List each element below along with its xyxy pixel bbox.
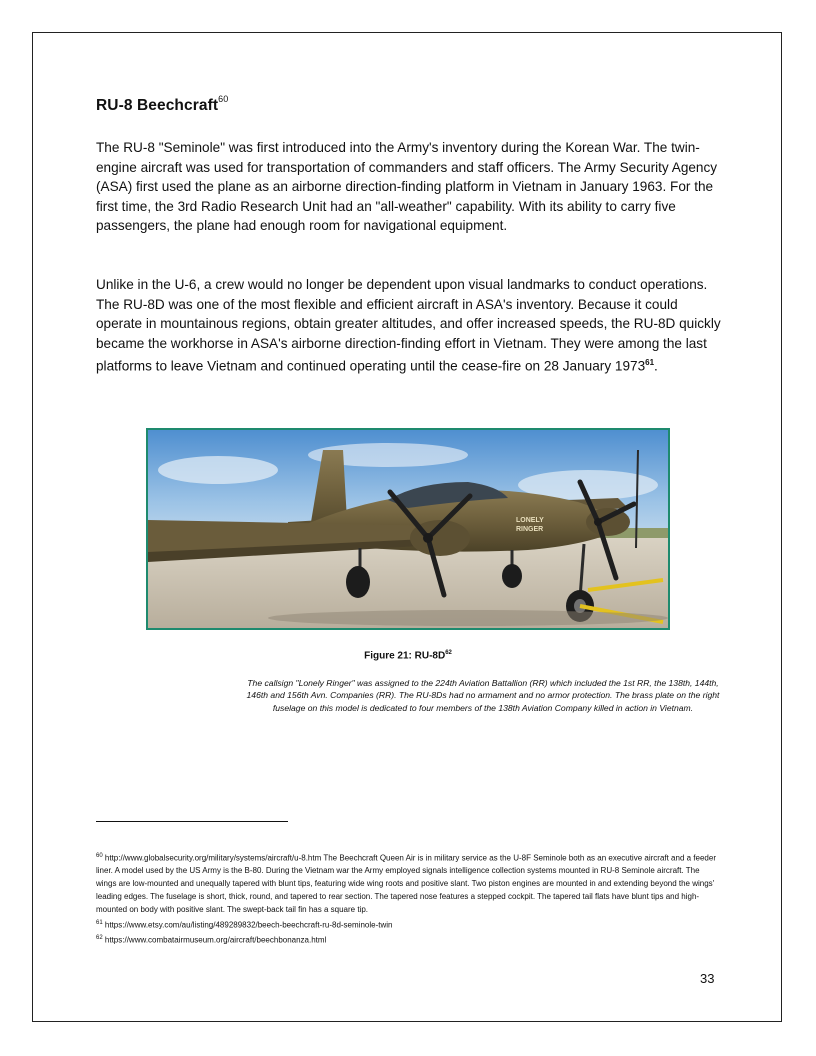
paragraph-intro: The RU-8 "Seminole" was first introduced into the Army's inventory during the Korean War. The twin-engine aircraft was used for transportation of commanders and staff officers. The Army Security Agency (ASA) first used the plane as an airborne direction-finding platform in Vietnam in January 1963. For the first time, the 3rd Radio Research Unit had an "all-weather" capability. With its ability to carry five passengers, the plane had enough room for navigational equipment. bbox=[96, 140, 718, 234]
footnote-62 bbox=[96, 932, 722, 947]
heading-footnote-ref[interactable]: 60 bbox=[218, 94, 229, 104]
footnote-60 bbox=[96, 850, 722, 917]
page-number: 33 bbox=[700, 971, 715, 986]
footnote-62-link[interactable]: https://www.combatairmuseum.org/aircraft/beechbonanza.html bbox=[102, 935, 327, 945]
footnote-60-text[interactable]: http://www.globalsecurity.org/military/systems/aircraft/u-8.htm The Beechcraft Queen Air is in military service as the U-8F Seminole both as an executive aircraft and a feeder liner. A model used by the US Army is the B-80. During the Vietnam war the Army employed signals intelligence collection systems mounted in RU-8 Seminole aircraft. The wings are low-mounted and unequally tapered with blunt tips, featuring wide wing roots and positive slant. Two piston engines are mounted in and extending beyond the wings' leading edges. The fuselage is short, thick, round, and tapered to rear section. The tapered nose features a stepped cockpit. The tapered tail flats have blunt tips and high-mounted on body with positive slant. The swept-back tail fin has a square tip. bbox=[96, 853, 716, 914]
nose-callsign-line1: LONELY bbox=[516, 517, 544, 524]
aircraft-photo bbox=[148, 430, 668, 628]
footnote-62-marker: 62 bbox=[96, 935, 103, 942]
paragraph-operations-text: Unlike in the U-6, a crew would no longer be dependent upon visual landmarks to conduct operations. The RU-8D was one of the most flexible and efficient aircraft in ASA's inventory. Because it could operate in mountainous regions, obtain greater altitudes, and offer increased speeds, the RU-8D quickly became the workhorse in ASA's airborne direction-finding effort in Vietnam. They were among the last platforms to leave Vietnam and continued operating until the cease-fire on 28 January 1973 bbox=[96, 277, 721, 374]
paragraph-footnote-ref[interactable]: 61 bbox=[645, 358, 655, 368]
nose-callsign-line2: RINGER bbox=[516, 526, 544, 533]
figure-caption bbox=[0, 650, 816, 661]
figure-note: The callsign "Lonely Ringer" was assigned to the 224th Aviation Battallion (RR) which included the 1st RR, the 138th, 144th, 146th and 156th Avn. Companies (RR). The RU-8Ds had no armament and no armor protection. The brass plate on the right fuselage on this model is dedicated to four members of the 138th Aviation Company killed in action in Vietnam. bbox=[246, 678, 720, 713]
section-heading-text: RU-8 Beechcraft bbox=[96, 97, 219, 115]
section-heading bbox=[96, 96, 228, 115]
footnote-61-marker: 61 bbox=[96, 919, 103, 926]
figure-caption-text: Figure 21: RU-8D bbox=[364, 650, 446, 662]
footnote-61 bbox=[96, 917, 722, 932]
footnote-61-link[interactable]: https://www.etsy.com/au/listing/489289832/beech-beechcraft-ru-8d-seminole-twin bbox=[102, 920, 393, 930]
footnote-separator bbox=[96, 821, 288, 822]
paragraph-operations-end: . bbox=[654, 358, 658, 374]
aircraft-photo-frame bbox=[146, 428, 670, 630]
footnote-60-marker: 60 bbox=[96, 853, 103, 859]
figure-footnote-ref[interactable]: 62 bbox=[445, 650, 452, 656]
footnotes bbox=[96, 850, 722, 948]
paragraph-operations bbox=[96, 275, 722, 377]
